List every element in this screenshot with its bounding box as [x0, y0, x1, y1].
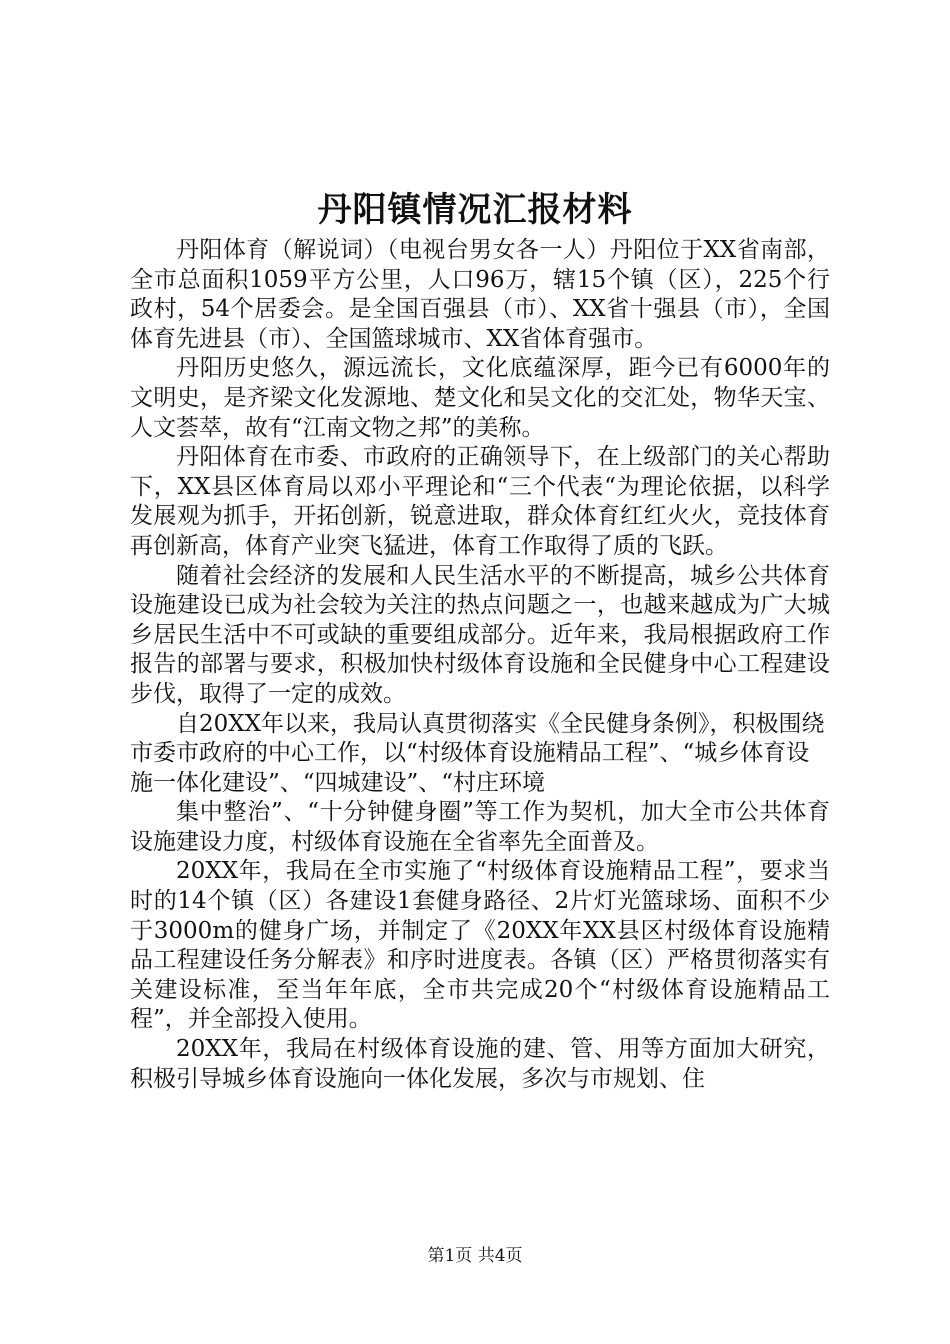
paragraph: 自20XX年以来，我局认真贯彻落实《全民健身条例》，积极围绕市委市政府的中心工作，以“村级体育设施精品工程”、“城乡体育设施一体化建设”、“四城建设”、“村庄环境 [130, 710, 825, 796]
document-title: 丹阳镇情况汇报材料 [317, 190, 633, 230]
paragraph: 集中整治”、“十分钟健身圈”等工作为契机，加大全市公共体育设施建设力度，村级体育设施在全省率先全面普及。 [130, 799, 830, 855]
page-number-footer: 第1页 共4页 [427, 1246, 523, 1266]
document-body [130, 236, 830, 1094]
paragraph: 20XX年，我局在全市实施了“村级体育设施精品工程”，要求当时的14个镇（区）各建设1套健身路径、2片灯光篮球场、面积不少于3000m的健身广场，并制定了《20XX年XX县区村级体育设施精品工程建设任务分解表》和序时进度表。各镇（区）严格贯彻落实有关建设标准，至当年年底，全市共完成20个“村级体育设施精品工程”，并全部投入使用。 [130, 858, 830, 1033]
paragraph: 丹阳体育（解说词）（电视台男女各一人）丹阳位于XX省南部，全市总面积1059平方公里，人口96万，辖15个镇（区），225个行政村，54个居委会。是全国百强县（市）、XX省十强县（市），全国体育先进县（市）、全国篮球城市、XX省体育强市。 [130, 237, 830, 352]
paragraph: 20XX年，我局在村级体育设施的建、管、用等方面加大研究，积极引导城乡体育设施向一体化发展，多次与市规划、住 [130, 1036, 830, 1092]
paragraph: 随着社会经济的发展和人民生活水平的不断提高，城乡公共体育设施建设已成为社会较为关注的热点问题之一，也越来越成为广大城乡居民生活中不可或缺的重要组成部分。近年来，我局根据政府工作报告的部署与要求，积极加快村级体育设施和全民健身中心工程建设步伐，取得了一定的成效。 [130, 562, 830, 707]
paragraph: 丹阳体育在市委、市政府的正确领导下，在上级部门的关心帮助下，XX县区体育局以邓小平理论和“三个代表“为理论依据，以科学发展观为抓手，开拓创新，锐意进取，群众体育红红火火，竞技体育再创新高，体育产业突飞猛进，体育工作取得了质的飞跃。 [130, 444, 830, 559]
paragraph: 丹阳历史悠久，源远流长，文化底蕴深厚，距今已有6000年的文明史，是齐梁文化发源地、楚文化和吴文化的交汇处，物华天宝、人文荟萃，故有“江南文物之邦”的美称。 [130, 355, 830, 441]
